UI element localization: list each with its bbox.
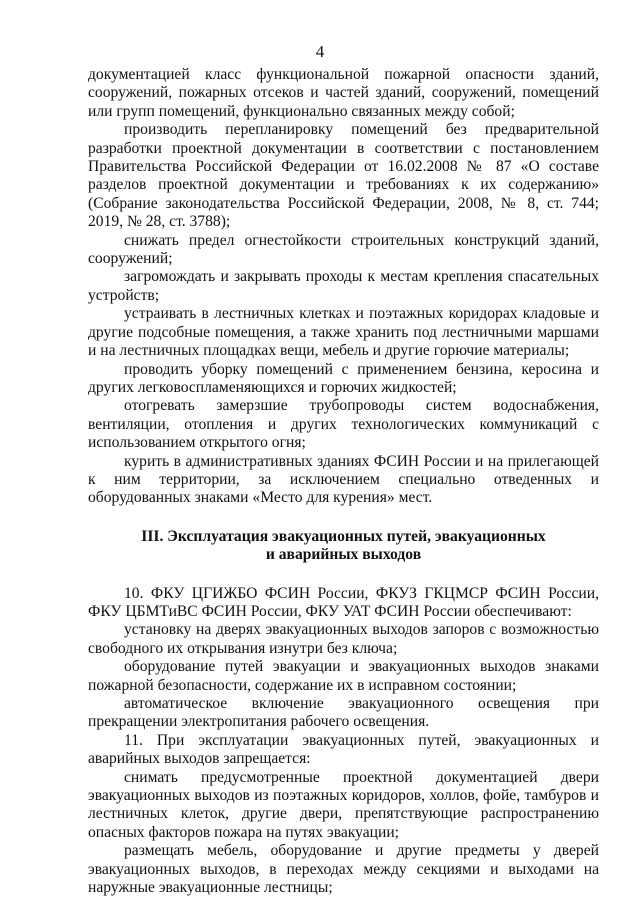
paragraph: загромождать и закрывать проходы к местам крепления спасательных устройств; — [88, 268, 599, 304]
paragraph-group-after — [88, 585, 599, 898]
paragraph: производить перепланировку помещений без предварительной разработки проектной документации в соответствии с постановлением Правительства Российской Федерации от 16.02.2008 № 87 «О составе разделов проектной документации и требованиях к их содержанию» (Собрание законодательства Российской Федерации, 2008, № 8, ст. 744; 2019, № 28, ст. 3788); — [88, 121, 599, 231]
paragraph: документацией класс функциональной пожарной опасности зданий, сооружений, пожарных отсеков и частей зданий, сооружений, помещений или групп помещений, функционально связанных между собой; — [88, 66, 599, 120]
paragraph: снижать предел огнестойкости строительных конструкций зданий, сооружений; — [88, 231, 599, 268]
paragraph: оборудование путей эвакуации и эвакуационных выходов знаками пожарной безопасности, содержание их в исправном состоянии; — [88, 658, 599, 694]
paragraph: размещать мебель, оборудование и другие предметы у дверей эвакуационных выходов, в переходах между секциями и выходами на наружные эвакуационные лестницы; — [88, 842, 599, 897]
section-heading-line-2: и аварийных выходов — [265, 546, 422, 564]
paragraph: установку на дверях эвакуационных выходов запоров с возможностью свободного их открывания изнутри без ключа; — [88, 621, 599, 657]
paragraph: снимать предусмотренные проектной документацией двери эвакуационных выходов из поэтажных коридоров, холлов, фойе, тамбуров и лестничных клеток, другие двери, препятствующие распространению опасных факторов пожара на путях эвакуации; — [88, 768, 599, 841]
paragraph: проводить уборку помещений с применением бензина, керосина и других легковоспламеняющихся и горючих жидкостей; — [88, 360, 599, 396]
page-number: 4 — [315, 42, 325, 61]
paragraph-group-before — [88, 66, 599, 508]
paragraph: отогревать замерзшие трубопроводы систем водоснабжения, вентиляции, отопления и других технологических коммуникаций с использованием открытого огня; — [88, 397, 599, 452]
paragraph: автоматическое включение эвакуационного освещения при прекращении электропитания рабочего освещения. — [88, 695, 599, 731]
paragraph: 11. При эксплуатации эвакуационных путей, эвакуационных и аварийных выходов запрещается: — [88, 731, 599, 768]
section-heading-line-1: III. Эксплуатация эвакуационных путей, эвакуационных — [141, 527, 546, 545]
section-heading — [88, 528, 599, 565]
paragraph: курить в административных зданиях ФСИН России и на прилегающей к ним территории, за исключением специально отведенных и оборудованных знаками «Место для курения» мест. — [88, 452, 599, 507]
document-body — [88, 66, 599, 897]
paragraph: устраивать в лестничных клетках и поэтажных коридорах кладовые и другие подсобные помещения, а также хранить под лестничными маршами и на лестничных площадках вещи, мебель и другие горючие материалы; — [88, 305, 599, 360]
paragraph: 10. ФКУ ЦГИЖБО ФСИН России, ФКУЗ ГКЦМСР ФСИН России, ФКУ ЦБМТиВС ФСИН России, ФКУ УАТ ФСИН России обеспечивают: — [88, 584, 599, 620]
